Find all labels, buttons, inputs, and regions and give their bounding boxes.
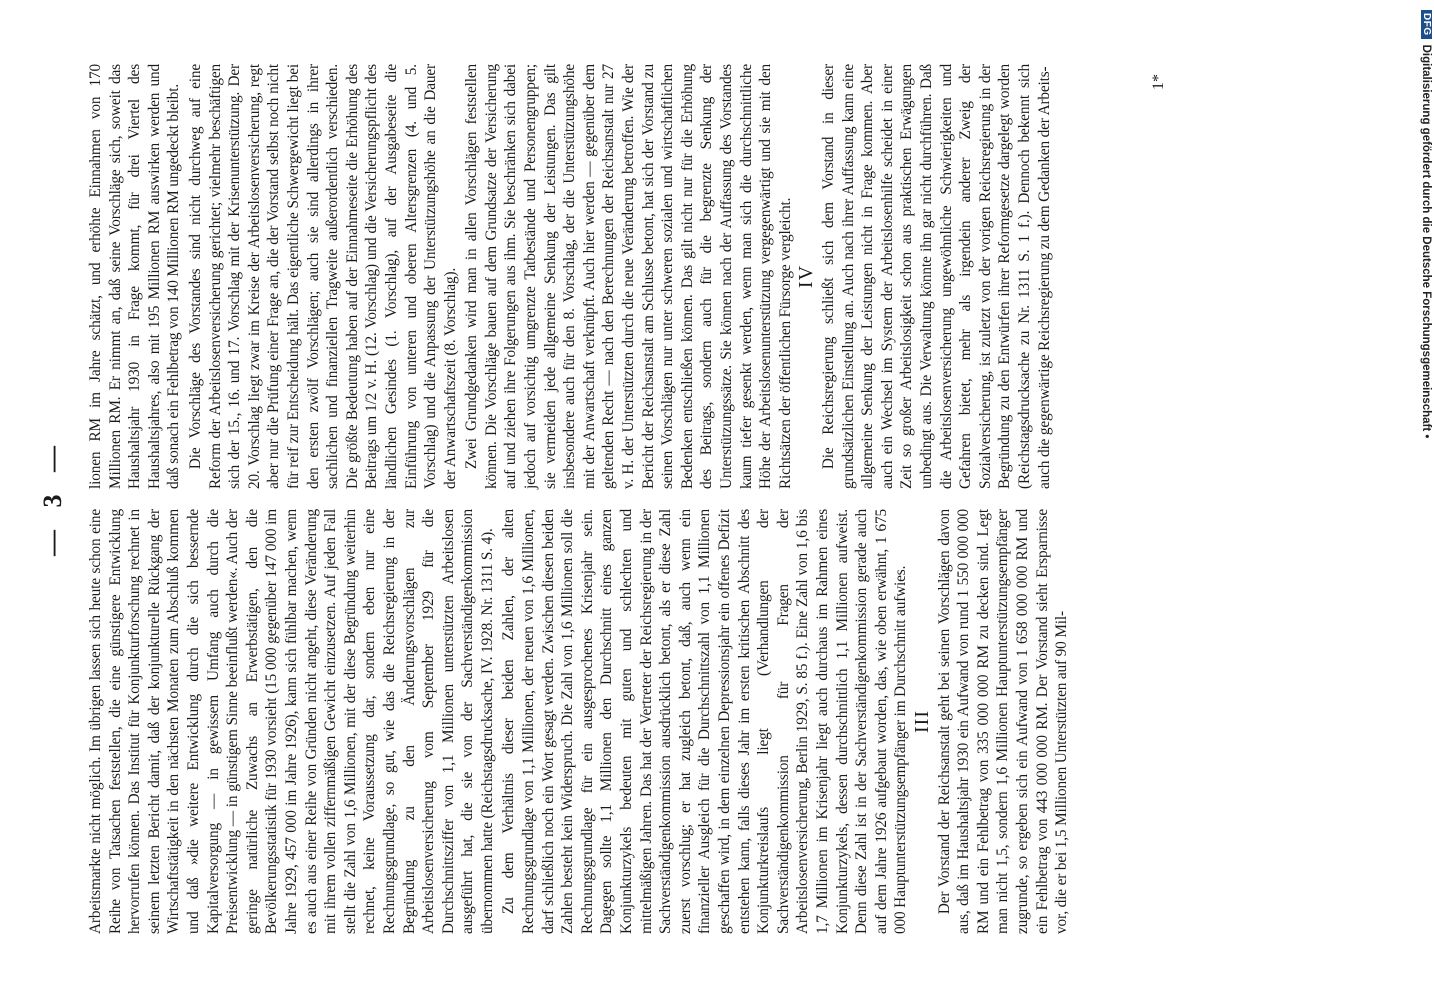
document-page [0,60,1204,940]
header-dash-left: — [38,528,67,556]
page-header [38,60,68,940]
dfg-logo: DFG [1421,10,1432,39]
left-paragraph-2: Zu dem Verhältnis dieser beiden Zahlen, der alten Rechnungsgrundlage von 1,1 Millionen, der neuen von 1,6 Millionen, darf schließlich noch ein Wort gesagt werden. Zwischen diesen beiden Zahlen besteht kein Widerspruch. Die Zahl von 1,6 Millionen soll die Rechnungsgrundlage für ein ausgesprochenes Krisenjahr sein. Dagegen sollte 1,1 Millionen den Durchschnitt eines ganzen Konjunkturzykels bedeuten mit guten und schlechten und mittelmäßigen Jahren. Das hat der Vertreter der Reichsregierung in der Sachverständigenkommission ausdrücklich betont, als er diese Zahl zuerst vorschlug; er hat zugleich betont, daß, auch wenn ein finanzieller Ausgleich für die Durchschnittszahl von 1,1 Millionen geschaffen wird, in dem einzelnen Depressionsjahr ein offenes Defizit entstehen kann, falls dieses Jahr im ersten kritischen Abschnitt des Konjunkturkreislaufs liegt (Verhandlungen der Sachverständigenkommission für Fragen der Arbeitslosenversicherung, Berlin 1929, S. 85 f.). Eine Zahl von 1,6 bis 1,7 Millionen im Krisenjahr liegt auch durchaus im Rahmen eines Konjunkturzykels, dessen durchschnittlich 1,1 Millionen aufweist. Denn diese Zahl ist in der Sachverständigenkommission gerade auch auf dem Jahre 1926 aufgebaut worden, das, wie oben erwähnt, 1 675 000 Hauptunterstützungsempfänger im Durchschnitt aufwies. [500,509,910,934]
left-paragraph-3: Der Vorstand der Reichsanstalt geht bei seinen Vorschlägen davon aus, daß im Haushaltsjahr 1930 ein Aufwand von rund 1 550 000 000 RM und ein Fehlbetrag von 335 000 000 RM zu decken sind. Legt man nicht 1,5, sondern 1,6 Millionen Hauptunterstützungsempfänger zugrunde, so ergeben sich ein Aufwand von 1 658 000 000 RM und ein Fehlbetrag von 443 000 000 RM. Der Vorstand sieht Ersparnisse vor, die er bei 1,5 Millionen Unterstützten auf 90 Mil- [935,509,1071,934]
section-heading-iv: IV [795,264,818,289]
digitization-sidebar [1406,0,1434,1000]
section-heading-iii: III [910,710,933,733]
left-column [86,509,1072,934]
signature-mark: 1* [1150,74,1167,90]
right-paragraph-4: Die Reichsregierung schließt sich dem Vorstand in dieser grundsätzlichen Einstellung an. Auch nach ihrer Auffassung kann eine allgemeine Senkung der Leistungen nicht in Frage kommen. Aber auch ein Wechsel im System der Arbeitslosenhilfe scheidet in einer Zeit so großer Arbeitslosigkeit schon aus praktischen Erwägungen unbedingt aus. Die Verwaltung könnte ihn gar nicht durchführen. Daß die Arbeitslosenversicherung ungewöhnliche Schwierigkeiten und Gefahren bietet, mehr als irgendein anderer Zweig der Sozialversicherung, ist zuletzt von der vorigen Reichsregierung in der Begründung zu den Entwürfen ihrer Reformgesetze dargelegt worden (Reichstagsdrucksache zu Nr. 1311 S. 1 f.). Dennoch bekennt sich auch die gegenwärtige Reichsregierung zu dem Gedanken der Arbeits- [819,64,1053,489]
right-paragraph-2: Die Vorschläge des Vorstandes sind nicht durchweg auf eine Reform der Arbeitslosenversicherung gerichtet; vielmehr beschäftigen sich der 15., 16. und 17. Vorschlag mit der Krisenunterstützung. Der 20. Vorschlag liegt zwar im Kreise der Arbeitslosenversicherung, regt aber nur die Prüfung einer Frage an, die der Vorstand selbst noch nicht für reif zur Entscheidung hält. Das eigentliche Schwergewicht liegt bei den ersten zwölf Vorschlägen; auch sie sind allerdings in ihrer sachlichen und finanziellen Tragweite außerordentlich verschieden. Die größte Bedeutung haben auf der Einnahmeseite die Erhöhung des Beitrags um 1/2 v. H. (12. Vorschlag) und die Versicherungspflicht des ländlichen Gesindes (1. Vorschlag), auf der Ausgabeseite die Einführung von unteren und oberen Altersgrenzen (4. und 5. Vorschlag) und die Anpassung der Unterstützungshöhe an die Dauer der Anwartschaftszeit (8. Vorschlag). [186,64,459,489]
right-column [86,64,1054,489]
digitization-credit [1420,10,1432,438]
header-dash-right: — [38,444,67,472]
right-paragraph-3: Zwei Grundgedanken wird man in allen Vorschlägen feststellen können. Die Vorschläge bauen auf dem Grundsatze der Versicherung auf und ziehen ihre Folgerungen aus ihm. Sie beschränken sich dabei jedoch auf vorsichtig umgrenzte Tatbestände und Personengruppen; sie vermeiden jede allgemeine Senkung der Leistungen. Das gilt insbesondere auch für den 8. Vorschlag, der die Unterstützungshöhe mit der Anwartschaft verknüpft. Auch hier werden — gegenüber dem geltenden Recht — nach den Berechnungen der Reichsanstalt nur 27 v. H. der Unterstützten durch die neue Veränderung betroffen. Wie der Bericht der Reichsanstalt am Schlusse betont, hat sich der Vorstand zu seinen Vorschlägen nur unter schweren sozialen und wirtschaftlichen Bedenken entschließen können. Das gilt nicht nur für die Erhöhung des Beitrags, sondern auch für die begrenzte Senkung der Unterstützungssätze. Sie können nach der Auffassung des Vorstandes kaum tiefer gesenkt werden, wenn man sich die durchschnittliche Höhe der Arbeitslosenunterstützung vergegenwärtigt und sie mit den Richtsätzen der öffentlichen Fürsorge vergleicht. [463,64,794,489]
digitization-credit-text: Digitalisierung gefördert durch die Deutsche Forschungsgemeinschaft • [1420,44,1432,439]
right-paragraph-1: lionen RM im Jahre schätzt, und erhöhte Einnahmen von 170 Millionen RM. Er nimmt an, daß seine Vorschläge sich, soweit das Haushaltsjahr 1930 in Frage kommt, für drei Viertel des Haushaltsjahres, also mit 195 Millionen RM auswirken werden und daß sonach ein Fehlbetrag von 140 Millionen RM ungedeckt bleibt. [87,64,183,489]
left-paragraph-1: Arbeitsmarkte nicht möglich. Im übrigen lassen sich heute schon eine Reihe von Tatsachen feststellen, die eine günstigere Entwicklung hervorrufen können. Das Institut für Konjunkturforschung rechnet in seinem letzten Bericht damit, daß der konjunkturelle Rückgang der Wirtschaftstätigkeit in den nächsten Monaten zum Abschluß kommen und daß »die weitere Entwicklung durch die sich bessernde Kapitalversorgung — in gewissem Umfang auch durch die Preisentwicklung — in günstigem Sinne beeinflußt werden«. Auch der geringe natürliche Zuwachs an Erwerbstätigen, den die Bevölkerungsstatistik für 1930 vorsieht (15 000 gegenüber 147 000 im Jahre 1929, 457 000 im Jahre 1926), kann sich fühlbar machen, wenn es auch aus einer Reihe von Gründen nicht angeht, diese Veränderung mit ihrem vollen ziffernmäßigen Gewicht einzusetzen. Auf jeden Fall stellt die Zahl von 1,6 Millionen, mit der diese Begründung weiterhin rechnet, keine Voraussetzung dar, sondern eben nur eine Rechnungsgrundlage, so gut, wie das die Reichsregierung in der Begründung zu den Änderungsvorschlägen zur Arbeitslosenversicherung vom September 1929 für die Durchschnittsziffer von 1,1 Millionen unterstützten Arbeitslosen ausgeführt hat, die sie von der Sachverständigenkommission übernommen hatte (Reichstagsdrucksache, IV. 1928. Nr. 1311 S. 4). [87,509,496,934]
page-number: 3 [38,492,67,508]
